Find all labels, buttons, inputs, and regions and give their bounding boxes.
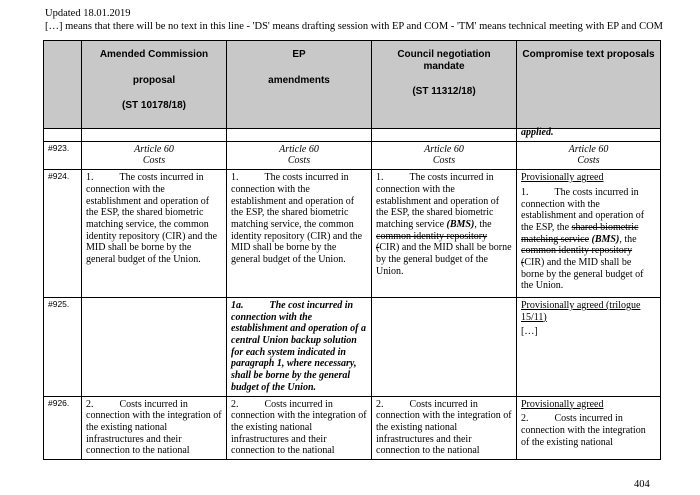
row-number: #926. [44, 396, 82, 459]
compromise-text: Provisionally agreed (trilogue 15/11) […] [517, 298, 661, 397]
ep-text: 2. Costs incurred in connection with the integration of the existing national infrastructures and their connection to the national [227, 396, 372, 459]
table-row-923 [44, 141, 661, 169]
row-number: #923. [44, 141, 82, 169]
article-heading: Article 60 Costs [517, 141, 661, 169]
ep-text: 1. The costs incurred in connection with the establishment and operation of the ESP, the shared biometric matching service, the common identity repository (CIR) and the MID shall be borne by the general budget of the Union. [227, 170, 372, 298]
four-column-table [43, 40, 661, 460]
header-num-cell [44, 41, 82, 129]
updated-date: Updated 18.01.2019 [45, 8, 131, 19]
applied-fragment: applied. [521, 127, 554, 139]
row-number: #924. [44, 170, 82, 298]
table-row-924 [44, 170, 661, 298]
status-label: Provisionally agreed (trilogue 15/11) [521, 300, 641, 323]
header-compromise: Compromise text proposals [517, 41, 661, 129]
page-number: 404 [634, 479, 650, 490]
commission-text: 2. Costs incurred in connection with the integration of the existing national infrastructures and their connection to the national [82, 396, 227, 459]
article-heading: Article 60 Costs [82, 141, 227, 169]
status-label: Provisionally agreed [521, 172, 604, 184]
status-label: Provisionally agreed [521, 398, 604, 410]
header-commission: Amended Commission proposal (ST 10178/18) [82, 41, 227, 129]
council-text: 1. The costs incurred in connection with the establishment and operation of the ESP, the shared biometric matching service (BMS), the common identity repository (CIR) and the MID shall be borne by the general budget of the Union. [372, 170, 517, 298]
table-row-925 [44, 298, 661, 397]
table-row-926 [44, 396, 661, 459]
commission-text: 1. The costs incurred in connection with the establishment and operation of the ESP, the shared biometric matching service, the common identity repository (CIR) and the MID shall be borne by the general budget of the Union. [82, 170, 227, 298]
ep-text: 1a. The cost incurred in connection with the establishment and operation of a central Union backup solution for each system indicated in paragraph 1, where necessary, shall be borne by the general budget of the Union. [227, 298, 372, 397]
commission-text [82, 298, 227, 397]
compromise-text: Provisionally agreed 1. The costs incurred in connection with the establishment and operation of the ESP, the shared biometric matching service (BMS), the common identity repository (CIR) and the MID shall be borne by the general budget of the Union. [517, 170, 661, 298]
table-header-row [44, 41, 661, 129]
header-ep: EP amendments [227, 41, 372, 129]
council-text: 2. Costs incurred in connection with the integration of the existing national infrastructures and their connection to the national [372, 396, 517, 459]
compromise-text: Provisionally agreed 2. Costs incurred in connection with the integration of the existing national [517, 396, 661, 459]
article-heading: Article 60 Costs [227, 141, 372, 169]
header-council: Council negotiation mandate (ST 11312/18) [372, 41, 517, 129]
legend-note: […] means that there will be no text in this line - 'DS' means drafting session with EP and COM - 'TM' means technical meeting with EP and COM [45, 21, 664, 32]
article-heading: Article 60 Costs [372, 141, 517, 169]
row-number: #925. [44, 298, 82, 397]
council-text [372, 298, 517, 397]
spacer-row [44, 129, 661, 142]
